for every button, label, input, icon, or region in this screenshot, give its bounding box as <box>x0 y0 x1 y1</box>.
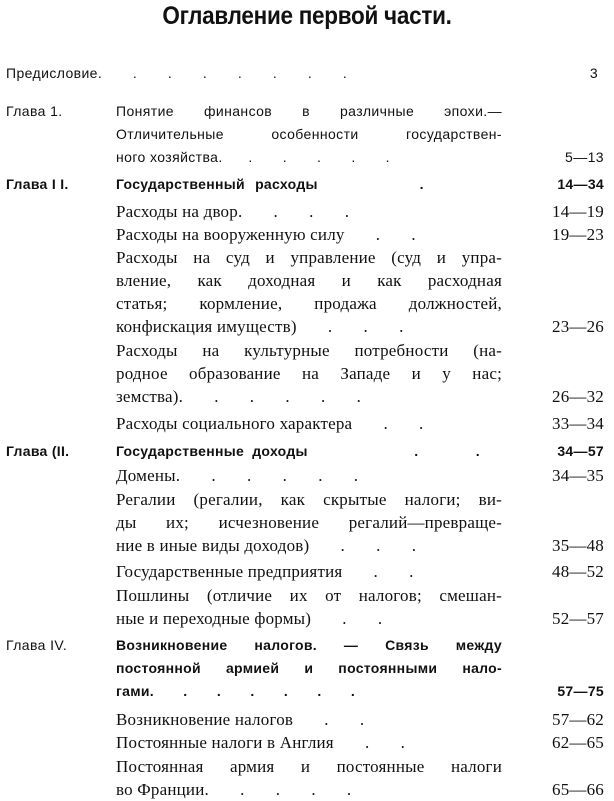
preface-label: Предисловие <box>6 65 98 81</box>
chapter-title: Возникновение налогов. — Связь между постоянной армией и постоянными нало- гами. . . . . . . <box>116 637 502 699</box>
dot-leader: . . . . . . . . <box>97 65 347 81</box>
toc-item: Расходы социального характера . . <box>116 414 424 433</box>
chapter-pages: 5—13 <box>565 149 604 165</box>
chapter-label: Глава 1. <box>6 103 63 119</box>
toc-item-pages: 34—35 <box>552 466 604 485</box>
toc-item: Возникновение налогов . . <box>116 710 365 729</box>
chapter-pages: 57—75 <box>557 683 604 699</box>
toc-item-pages: 62—65 <box>552 733 604 752</box>
chapter-title: Государственные доходы . . <box>116 443 480 459</box>
toc-item-pages: 14—19 <box>552 202 604 221</box>
toc-item: Расходы на суд и управление (суд и упра- вление, как доходная и как расходная статья; кормление, продажа должностей, конфискация имуществ) . . . <box>116 248 502 336</box>
toc-item: Домены. . . . . . <box>116 466 359 485</box>
chapter-title: Понятие финансов в различные эпохи.— Отличительные особенности государствен- ного хозяйства. . . . . . <box>116 103 502 165</box>
toc-item: Пошлины (отличие их от налогов; смешан- ные и переходные формы) . . <box>116 586 502 628</box>
chapter-label: Глава I I. <box>6 176 69 192</box>
chapter-label: Глава (II. <box>6 443 70 459</box>
toc-item: Постоянные налоги в Англия . . <box>116 733 406 752</box>
preface-pages: 3 <box>589 65 598 81</box>
toc-item-pages: 52—57 <box>552 609 604 628</box>
toc-item-pages: 19—23 <box>552 225 604 244</box>
toc-item: Расходы на вооруженную силу . . <box>116 225 416 244</box>
chapter-title: Государственный расходы . <box>116 176 424 192</box>
toc-item-pages: 23—26 <box>552 317 604 336</box>
toc-item: Государственные предприятия . . <box>116 562 414 581</box>
toc-entry-preface <box>6 62 604 85</box>
toc-item-pages: 35—48 <box>552 536 604 555</box>
toc-item: Расходы на двор. . . . <box>116 202 350 221</box>
page-title: Оглавление первой части. <box>162 2 452 30</box>
toc-item: Постоянная армия и постоянные налоги во Франции. . . . . <box>116 757 502 799</box>
toc-item-pages: 48—52 <box>552 562 604 581</box>
chapter-pages: 14—34 <box>557 176 604 192</box>
toc-item-pages: 57—62 <box>552 710 604 729</box>
toc-item-pages: 33—34 <box>552 414 604 433</box>
toc-item-pages: 65—66 <box>552 780 604 799</box>
toc-item-pages: 26—32 <box>552 387 604 406</box>
chapter-label: Глава IV. <box>6 637 68 653</box>
chapter-pages: 34—57 <box>557 443 604 459</box>
toc-item: Расходы на культурные потребности (на- родное образование на Западе и у нас; земства). . . . . . <box>116 341 502 406</box>
toc-item: Регалии (регалии, как скрытые налоги; ви- ды их; исчезновение регалий—превраще- ние в иные виды доходов) . . . <box>116 490 502 555</box>
